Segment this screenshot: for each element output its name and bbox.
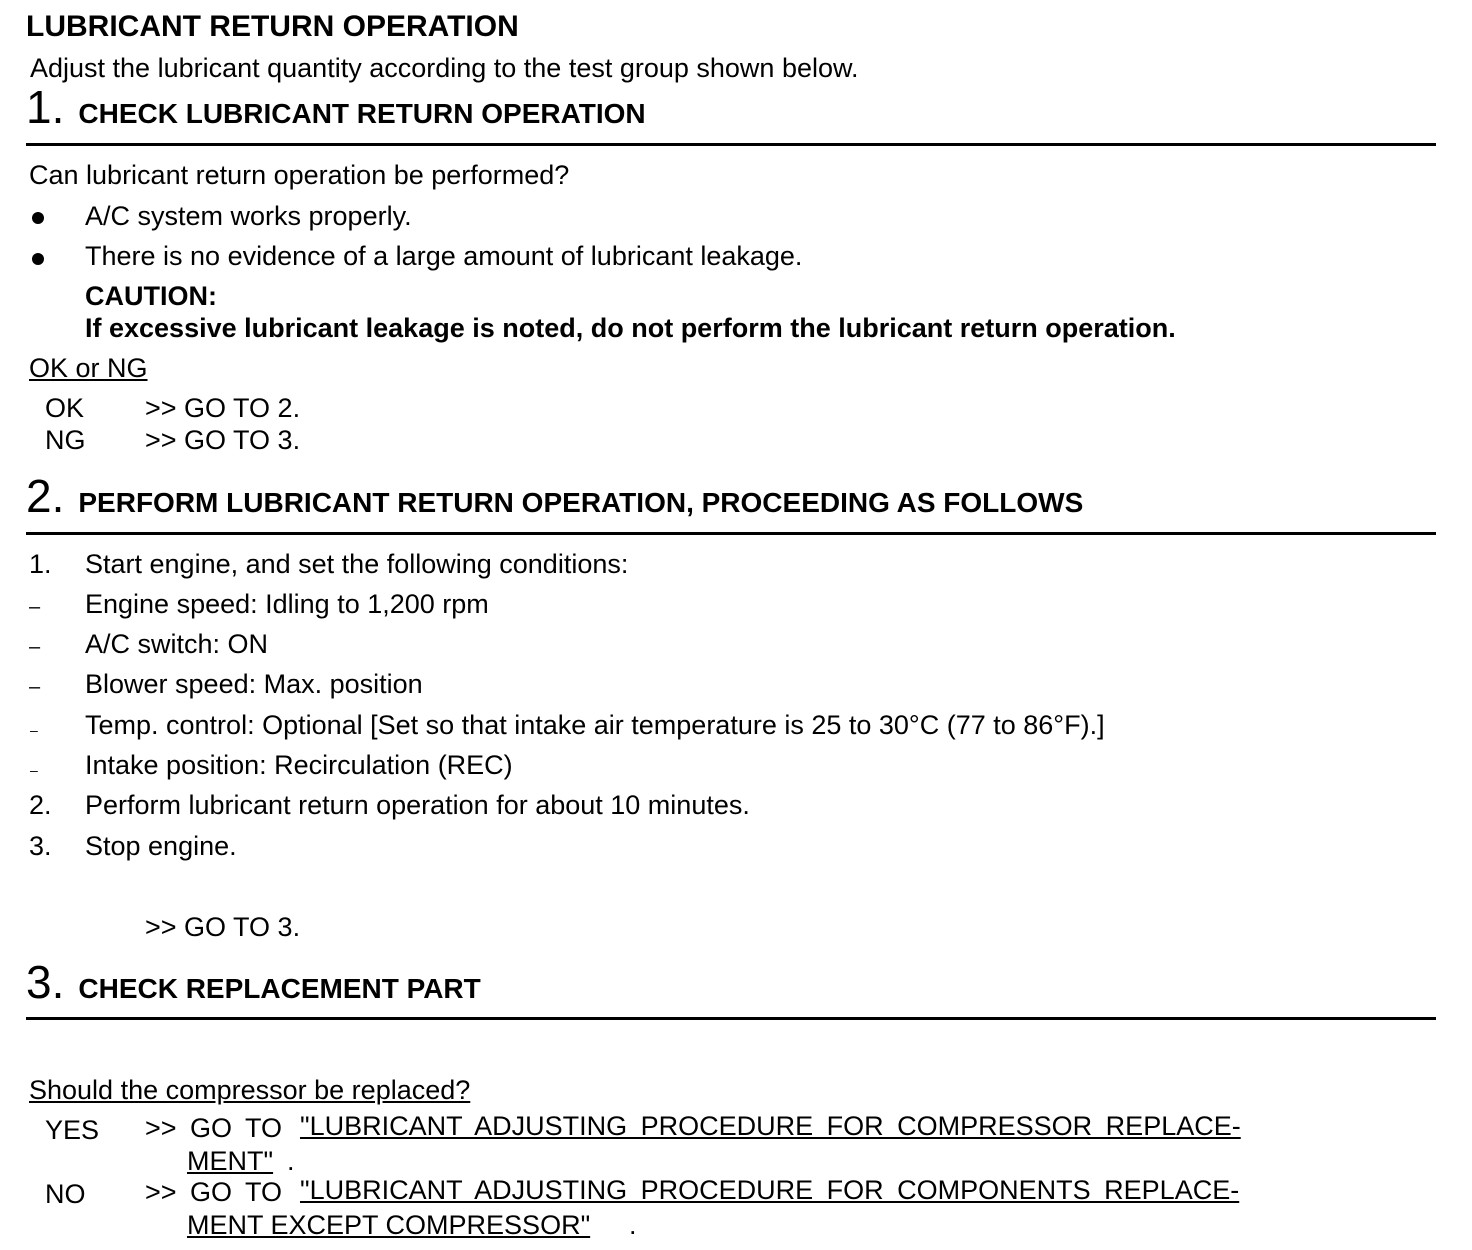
step-1-question: Can lubricant return operation be performed? bbox=[29, 160, 570, 190]
list-item: A/C switch: ON bbox=[85, 629, 269, 659]
caution-text: If excessive lubricant leakage is noted, do not perform the lubricant return operation. bbox=[85, 313, 1176, 343]
step-2-header bbox=[26, 469, 1083, 523]
list-item: Perform lubricant return operation for about 10 minutes. bbox=[85, 790, 750, 820]
dash-marker: – bbox=[30, 762, 38, 778]
dash-marker: – bbox=[29, 636, 41, 658]
step-2-number: 2. bbox=[26, 470, 65, 522]
result-ng-action: >> GO TO 3. bbox=[145, 425, 301, 455]
step-3-title: CHECK REPLACEMENT PART bbox=[78, 973, 481, 1004]
dash-marker: – bbox=[30, 722, 38, 738]
step-1-divider bbox=[26, 143, 1436, 146]
result-ng-code: NG bbox=[45, 425, 86, 455]
step-3-number: 3. bbox=[26, 956, 65, 1008]
list-item: Intake position: Recirculation (REC) bbox=[85, 750, 513, 780]
list-marker: 3. bbox=[29, 831, 52, 861]
yes-procedure-link-line-2[interactable]: MENT" bbox=[187, 1146, 274, 1176]
step-1-header bbox=[26, 80, 646, 134]
yes-procedure-link-line-1[interactable]: "LUBRICANT ADJUSTING PROCEDURE FOR COMPRESSOR REPLACE- bbox=[300, 1111, 1241, 1141]
no-procedure-link-line-1[interactable]: "LUBRICANT ADJUSTING PROCEDURE FOR COMPONENTS REPLACE- bbox=[300, 1175, 1240, 1205]
no-suffix: . bbox=[629, 1210, 637, 1240]
step-1-number: 1. bbox=[26, 81, 65, 133]
list-item: Start engine, and set the following conditions: bbox=[85, 549, 629, 579]
step-1-bullet-2: There is no evidence of a large amount of lubricant leakage. bbox=[85, 241, 803, 271]
result-ok-action: >> GO TO 2. bbox=[145, 393, 301, 423]
result-no-code: NO bbox=[45, 1179, 86, 1209]
page-title: LUBRICANT RETURN OPERATION bbox=[26, 10, 519, 43]
list-item: Stop engine. bbox=[85, 831, 237, 861]
result-ok-code: OK bbox=[45, 393, 85, 423]
step-2-divider bbox=[26, 532, 1436, 535]
ok-ng-label: OK or NG bbox=[29, 353, 148, 383]
list-marker: 2. bbox=[29, 790, 52, 820]
result-yes-prefix: >> GO TO bbox=[145, 1113, 283, 1143]
step-2-goto: >> GO TO 3. bbox=[145, 912, 301, 942]
list-marker: 1. bbox=[29, 549, 52, 579]
list-item: Engine speed: Idling to 1,200 rpm bbox=[85, 589, 489, 619]
yes-suffix: . bbox=[287, 1146, 295, 1176]
result-no-prefix: >> GO TO bbox=[145, 1177, 283, 1207]
caution-label: CAUTION: bbox=[85, 281, 217, 311]
dash-marker: – bbox=[29, 596, 41, 618]
result-yes-code: YES bbox=[45, 1115, 100, 1145]
no-procedure-link-line-2[interactable]: MENT EXCEPT COMPRESSOR" bbox=[187, 1210, 591, 1240]
list-item: Blower speed: Max. position bbox=[85, 669, 423, 699]
step-1-title: CHECK LUBRICANT RETURN OPERATION bbox=[78, 98, 646, 129]
list-item: Temp. control: Optional [Set so that intake air temperature is 25 to 30°C (77 to 86°F).] bbox=[85, 710, 1105, 740]
step-3-divider bbox=[26, 1017, 1436, 1020]
step-2-title: PERFORM LUBRICANT RETURN OPERATION, PROCEEDING AS FOLLOWS bbox=[78, 487, 1084, 518]
step-1-bullet-1: A/C system works properly. bbox=[85, 201, 412, 231]
bullet-icon bbox=[32, 212, 44, 224]
dash-marker: – bbox=[29, 676, 41, 698]
step-3-header bbox=[26, 955, 481, 1009]
step-3-question: Should the compressor be replaced? bbox=[29, 1075, 471, 1105]
intro-text: Adjust the lubricant quantity according to the test group shown below. bbox=[30, 53, 859, 83]
bullet-icon bbox=[32, 253, 44, 265]
